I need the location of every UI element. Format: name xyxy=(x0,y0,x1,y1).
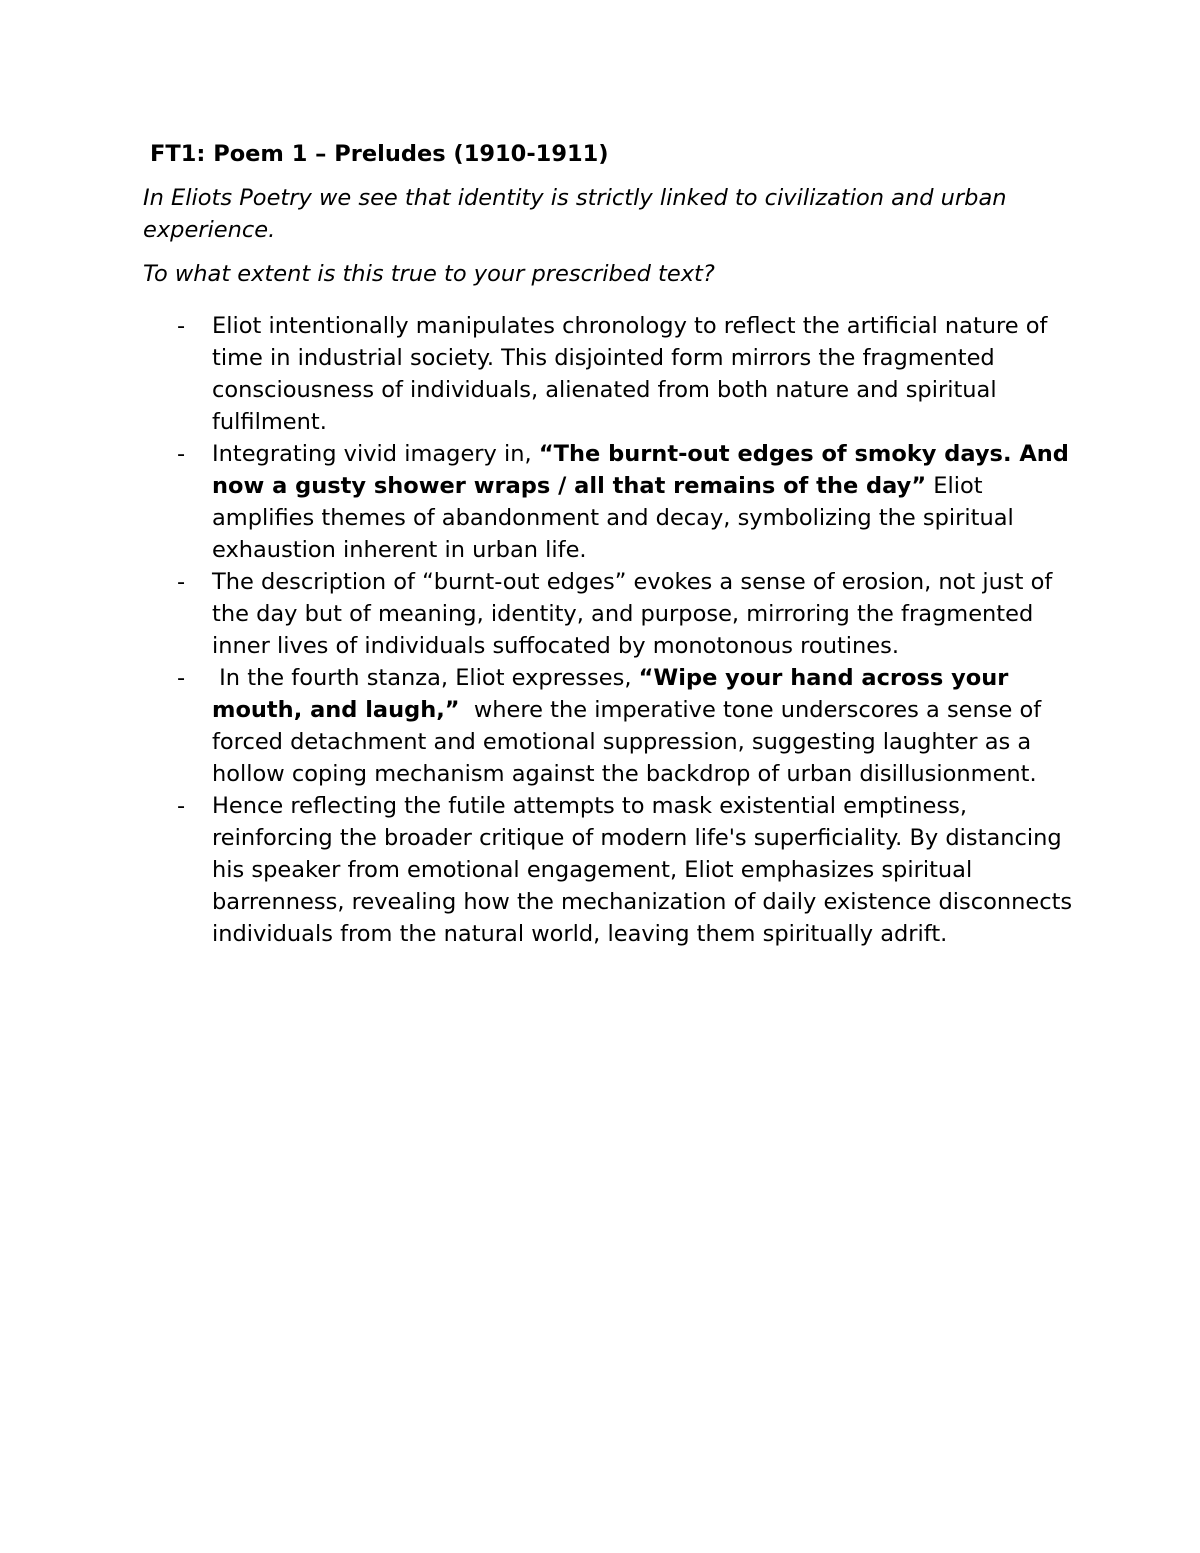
list-item xyxy=(143,438,1073,566)
bullet-marker: - xyxy=(177,313,186,339)
list-item xyxy=(143,662,1073,790)
list-item xyxy=(143,566,1073,662)
bullet-marker: - xyxy=(177,569,186,595)
point-text: Hence reflecting the futile attempts to mask existential emptiness, reinforcing the broader critique of modern life's superficiality. By distancing his speaker from emotional engagement, Eliot emphasizes spiritual barrenness, revealing how the mechanization of daily existence disconnects individuals from the natural world, leaving them spiritually adrift. xyxy=(212,793,1073,947)
point-text-before: Integrating vivid imagery in, xyxy=(212,441,539,467)
point-text: The description of “burnt-out edges” evokes a sense of erosion, not just of the day but of meaning, identity, and purpose, mirroring the fragmented inner lives of individuals suffocated by monotonous routines. xyxy=(212,569,1053,659)
essay-prompt: In Eliots Poetry we see that identity is strictly linked to civilization and urban experience. xyxy=(143,185,1007,243)
essay-question: To what extent is this true to your prescribed text? xyxy=(143,261,715,287)
point-text-after: Eliot amplifies themes of abandonment and decay, symbolizing the spiritual exhaustion inherent in urban life. xyxy=(212,473,1014,563)
point-text-before: In the fourth stanza, Eliot expresses, xyxy=(212,665,639,691)
document-title: FT1: Poem 1 – Preludes (1910-1911) xyxy=(150,141,609,167)
point-text: Eliot intentionally manipulates chronology to reflect the artificial nature of time in industrial society. This disjointed form mirrors the fragmented consciousness of individuals, alienated from both nature and spiritual fulfilment. xyxy=(212,313,1048,435)
point-text-after: where the imperative tone underscores a sense of forced detachment and emotional suppression, suggesting laughter as a hollow coping mechanism against the backdrop of urban disillusionment. xyxy=(212,697,1049,787)
point-quote: “Wipe your hand across your mouth, and laugh,” xyxy=(212,665,1009,723)
bullet-list xyxy=(143,310,1073,950)
document-body xyxy=(143,138,1073,950)
list-item xyxy=(143,790,1073,950)
bullet-marker: - xyxy=(177,441,186,467)
list-item xyxy=(143,310,1073,438)
bullet-marker: - xyxy=(177,793,186,819)
bullet-marker: - xyxy=(177,665,186,691)
point-quote: “The burnt-out edges of smoky days. And now a gusty shower wraps / all that remains of the day” xyxy=(212,441,1069,499)
